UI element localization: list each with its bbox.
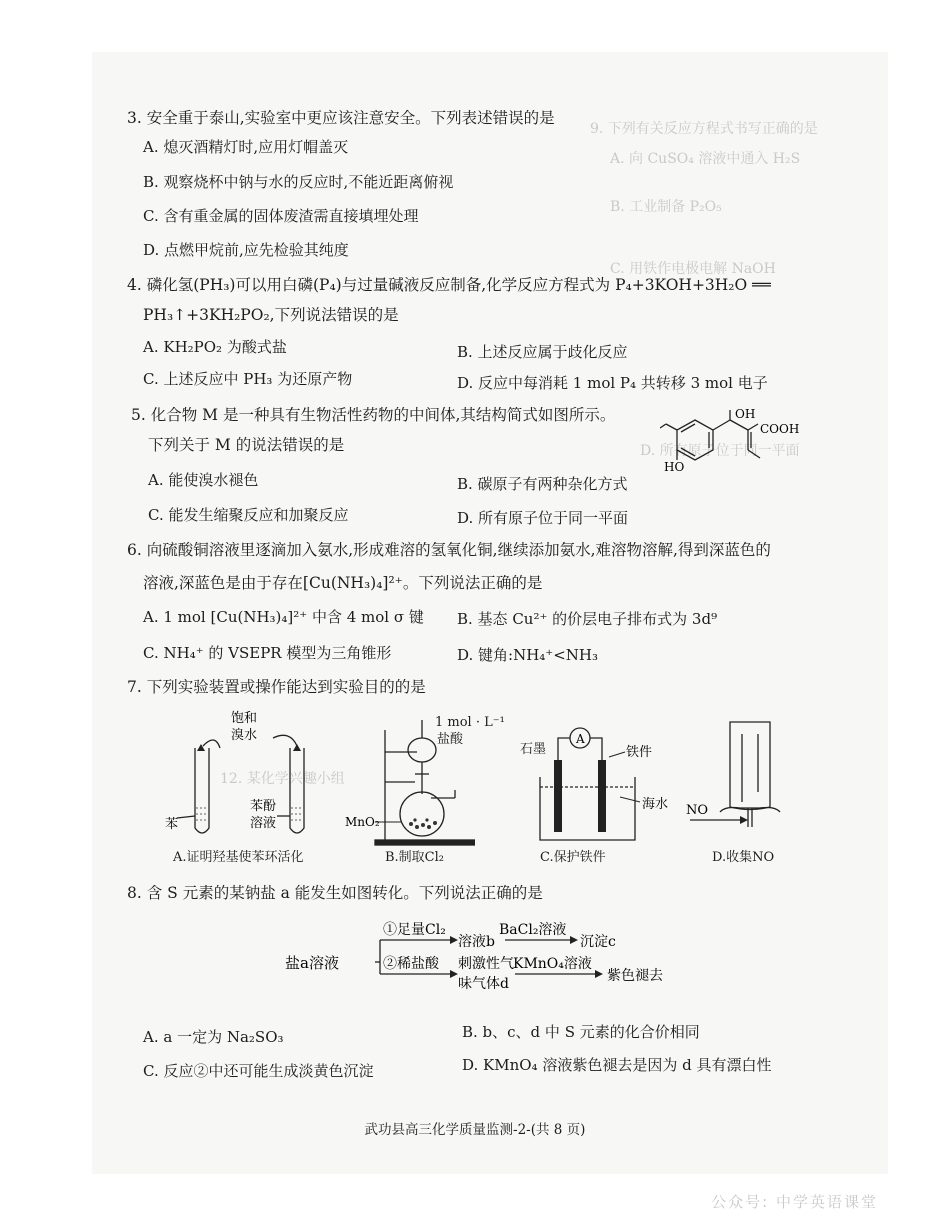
hydroxyl-label: OH xyxy=(735,408,756,421)
svg-text:溴水: 溴水 xyxy=(231,728,258,743)
show-through-text: A. 向 CuSO₄ 溶液中通入 H₂S xyxy=(610,151,801,167)
q4-stem-line2: PH₃↑+3KH₂PO₂,下列说法错误的是 xyxy=(143,306,399,324)
q3-option-d: D. 点燃甲烷前,应先检验其纯度 xyxy=(143,241,349,259)
q8-flow-diagram xyxy=(285,912,725,1002)
iron-electrode xyxy=(598,760,606,832)
q3-stem: 3. 安全重于泰山,实验室中更应该注意安全。下列表述错误的是 xyxy=(127,109,555,127)
q6-option-a: A. 1 mol [Cu(NH₃)₄]²⁺ 中含 4 mol σ 键 xyxy=(143,608,424,626)
q6-option-d: D. 键角:NH₄⁺<NH₃ xyxy=(457,646,599,664)
q8-option-c: C. 反应②中还可能生成淡黄色沉淀 xyxy=(143,1062,374,1080)
apparatus-c xyxy=(525,722,675,847)
q7-stem: 7. 下列实验装置或操作能达到实验目的的是 xyxy=(127,678,426,696)
q5-option-c: C. 能发生缩聚反应和加聚反应 xyxy=(148,506,349,524)
q8-stem: 8. 含 S 元素的某钠盐 a 能发生如图转化。下列说法正确的是 xyxy=(127,884,543,902)
q6-stem-line1: 6. 向硫酸铜溶液里逐滴加入氨水,形成难溶的氢氧化铜,继续添加氨水,难溶物溶解,得到深蓝色的 xyxy=(127,541,771,559)
q5-stem-line2: 下列关于 M 的说法错误的是 xyxy=(148,436,345,454)
svg-text:MnO₂: MnO₂ xyxy=(345,815,380,829)
svg-text:海水: 海水 xyxy=(642,797,669,812)
q8-option-d: D. KMnO₄ 溶液紫色褪去是因为 d 具有漂白性 xyxy=(462,1056,772,1074)
q8-option-b: B. b、c、d 中 S 元素的化合价相同 xyxy=(462,1023,700,1041)
svg-text:BaCl₂溶液: BaCl₂溶液 xyxy=(499,922,567,938)
svg-text:苯酚: 苯酚 xyxy=(250,799,277,814)
watermark: 公众号: 中学英语课堂 xyxy=(711,1193,878,1211)
compound-m-structure xyxy=(660,408,810,478)
q5-option-d: D. 所有原子位于同一平面 xyxy=(457,509,629,527)
show-through-text: D. 所有原子位于同一平面 xyxy=(640,443,800,459)
svg-text:②稀盐酸: ②稀盐酸 xyxy=(383,956,439,972)
graphite-electrode xyxy=(554,760,562,832)
arrow-left xyxy=(203,740,220,748)
svg-text:①足量Cl₂: ①足量Cl₂ xyxy=(383,922,446,938)
q8-option-a: A. a 一定为 Na₂SO₃ xyxy=(143,1028,284,1046)
q5-option-a: A. 能使溴水褪色 xyxy=(148,471,259,489)
q5-stem-line1: 5. 化合物 M 是一种具有生物活性药物的中间体,其结构简式如图所示。 xyxy=(131,406,616,424)
show-through-text: 12. 某化学兴趣小组 xyxy=(220,771,345,787)
arrow-right xyxy=(273,735,297,746)
svg-text:盐a溶液: 盐a溶液 xyxy=(285,954,339,972)
apparatus-a xyxy=(165,708,340,843)
q6-option-b: B. 基态 Cu²⁺ 的价层电子排布式为 3d⁹ xyxy=(457,610,718,628)
q6-stem-line2: 溶液,深蓝色是由于存在[Cu(NH₃)₄]²⁺。下列说法正确的是 xyxy=(143,574,543,592)
caption-d: D.收集NO xyxy=(712,850,775,865)
q3-option-c: C. 含有重金属的固体废渣需直接填埋处理 xyxy=(143,207,419,225)
acid-conc: 1 mol · L⁻¹ xyxy=(435,715,505,730)
svg-text:饱和: 饱和 xyxy=(231,711,258,726)
dropping-funnel xyxy=(408,738,436,762)
svg-text:刺激性气: 刺激性气 xyxy=(458,956,514,972)
q5-option-b: B. 碳原子有两种杂化方式 xyxy=(457,475,628,493)
acid-label: 盐酸 xyxy=(437,732,464,747)
q4-option-d: D. 反应中每消耗 1 mol P₄ 共转移 3 mol 电子 xyxy=(457,374,768,392)
svg-text:溶液: 溶液 xyxy=(250,816,277,831)
page-footer: 武功县高三化学质量监测-2-(共 8 页) xyxy=(364,1122,586,1138)
graphite-label: 石墨 xyxy=(520,742,547,757)
svg-text:味气体d: 味气体d xyxy=(458,976,509,992)
gas-bottle xyxy=(730,722,770,810)
q4-option-b: B. 上述反应属于歧化反应 xyxy=(457,343,628,361)
q6-option-c: C. NH₄⁺ 的 VSEPR 模型为三角锥形 xyxy=(143,644,392,662)
svg-text:KMnO₄溶液: KMnO₄溶液 xyxy=(513,956,592,972)
q4-stem-line1: 4. 磷化氢(PH₃)可以用白磷(P₄)与过量碱液反应制备,化学反应方程式为 P₄+3KOH+3H₂O ══ xyxy=(127,276,771,294)
svg-text:沉淀c: 沉淀c xyxy=(580,934,616,950)
svg-text:紫色褪去: 紫色褪去 xyxy=(607,968,663,984)
show-through-text: 9. 下列有关反应方程式书写正确的是 xyxy=(590,121,818,137)
caption-c: C.保护铁件 xyxy=(540,850,606,865)
caption-a: A.证明羟基使苯环活化 xyxy=(173,850,304,865)
benzene-ring xyxy=(677,420,713,460)
apparatus-d xyxy=(680,712,800,847)
q3-option-a: A. 熄灭酒精灯时,应用灯帽盖灭 xyxy=(143,138,349,156)
q3-option-b: B. 观察烧杯中钠与水的反应时,不能近距离俯视 xyxy=(143,173,454,191)
carboxyl-label: COOH xyxy=(760,422,800,436)
q4-option-a: A. KH₂PO₂ 为酸式盐 xyxy=(143,338,287,356)
phenol-label: HO xyxy=(664,460,685,474)
svg-text:铁件: 铁件 xyxy=(626,745,653,760)
q4-option-c: C. 上述反应中 PH₃ 为还原产物 xyxy=(143,370,353,388)
svg-text:溶液b: 溶液b xyxy=(458,934,495,950)
show-through-text: C. 用铁作电极电解 NaOH xyxy=(610,261,776,277)
svg-text:NO: NO xyxy=(686,803,709,818)
show-through-text: B. 工业制备 P₂O₅ xyxy=(610,199,722,215)
caption-b: B.制取Cl₂ xyxy=(385,850,445,865)
svg-text:苯: 苯 xyxy=(165,817,179,832)
svg-text:A: A xyxy=(576,732,585,746)
